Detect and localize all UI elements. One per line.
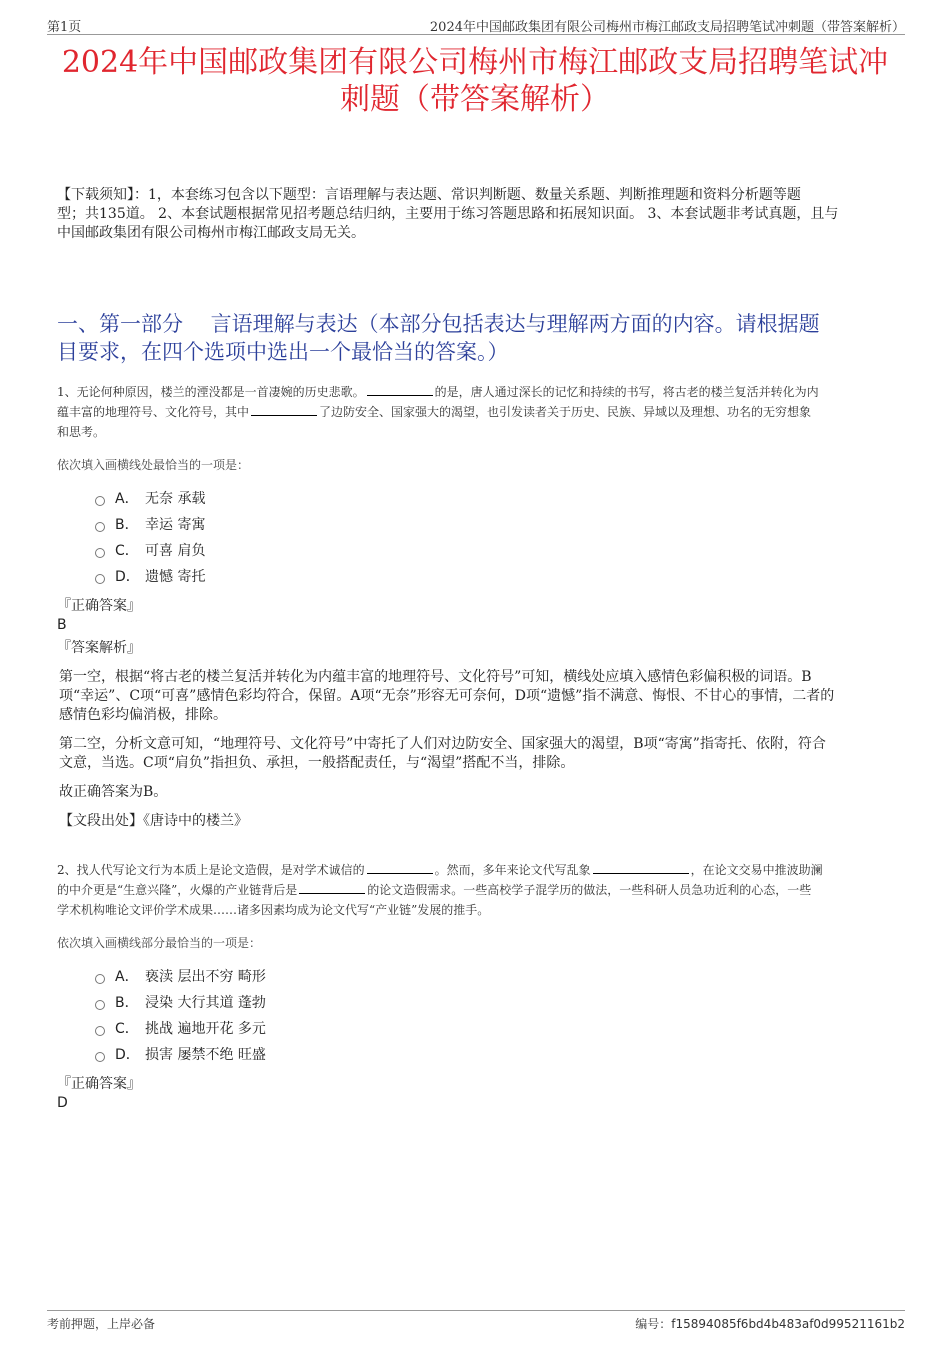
correct-answer: D: [57, 1095, 68, 1111]
stem-text: 蕴丰富的地理符号、文化符号，其中: [57, 405, 250, 419]
question-1: [57, 382, 897, 831]
radio-icon[interactable]: [95, 522, 105, 532]
analysis-label: 『答案解析』: [57, 640, 141, 656]
option-letter: C．: [115, 1021, 139, 1037]
section-heading: [57, 310, 897, 366]
radio-icon[interactable]: [95, 496, 105, 506]
document-code-value: f15894085f6bd4b483af0d99521161b2: [671, 1317, 905, 1331]
analysis-paragraph-1: [57, 668, 897, 725]
correct-answer-label: 『正确答案』: [57, 598, 141, 614]
analysis-line: 感情色彩均偏消极，排除。: [59, 707, 227, 723]
stem-text: ，在论文交易中推波助澜: [690, 863, 823, 877]
option-b[interactable]: [95, 512, 897, 538]
radio-icon[interactable]: [95, 974, 105, 984]
question-2-stem: [57, 860, 897, 920]
option-text: 遗憾 寄托: [145, 569, 206, 585]
question-1-options: [95, 486, 897, 590]
correct-answer-label: 『正确答案』: [57, 1076, 141, 1092]
analysis-conclusion: 故正确答案为B。: [59, 784, 168, 800]
option-letter: A．: [115, 491, 139, 507]
notice-line-3: 中国邮政集团有限公司梅州市梅江邮政支局无关。: [57, 225, 365, 241]
option-text: 亵渎 层出不穷 畸形: [145, 969, 266, 985]
question-2: [57, 860, 897, 1112]
option-letter: D．: [115, 1047, 140, 1063]
option-d[interactable]: [95, 1042, 897, 1068]
answer-blank: [251, 402, 317, 416]
stem-text: 的中介更是“生意兴隆”，火爆的产业链背后是: [57, 883, 298, 897]
analysis-line: 第二空，分析文意可知，“地理符号、文化符号”中寄托了人们对边防安全、国家强大的渴望，B项“寄寓”指寄托、依附，符合: [59, 736, 826, 752]
option-text: 可喜 肩负: [145, 543, 206, 559]
document-code-label: 编号：: [635, 1317, 672, 1331]
document-title-line-2: 刺题（带答案解析）: [340, 82, 610, 117]
option-letter: A．: [115, 969, 139, 985]
notice-line-2: 型；共135道。 2、本套试题根据常见招考题总结归纳，主要用于练习答题思路和拓展知识面。 3、本套试题非考试真题，且与: [57, 206, 839, 222]
stem-text: 1、无论何种原因，楼兰的湮没都是一首凄婉的历史悲歌。: [57, 385, 365, 399]
stem-text: 。然而，多年来论文代写乱象: [434, 863, 591, 877]
footer-slogan: 考前押题，上岸必备: [47, 1317, 156, 1331]
option-b[interactable]: [95, 990, 897, 1016]
option-c[interactable]: [95, 538, 897, 564]
radio-icon[interactable]: [95, 1026, 105, 1036]
option-c[interactable]: [95, 1016, 897, 1042]
analysis-line: 项“幸运”、C项“可喜”感情色彩均符合，保留。A项“无奈”形容无可奈何，D项“遗憾”指不满意、悔恨、不甘心的事情，二者的: [59, 688, 835, 704]
option-text: 幸运 寄寓: [145, 517, 206, 533]
header-doc-title: 2024年中国邮政集团有限公司梅州市梅江邮政支局招聘笔试冲刺题（带答案解析）: [429, 20, 905, 35]
notice-line-1: 【下载须知】：1，本套练习包含以下题型：言语理解与表达题、常识判断题、数量关系题、判断推理题和资料分析题等题: [57, 187, 801, 203]
answer-blank: [299, 880, 365, 894]
section-heading-line-2: 目要求，在四个选项中选出一个最恰当的答案。）: [57, 340, 509, 364]
answer-blank: [593, 860, 689, 874]
stem-text: 2、找人代写论文行为本质上是论文造假，是对学术诚信的: [57, 863, 365, 877]
question-2-prompt: 依次填入画横线部分最恰当的一项是：: [57, 936, 262, 950]
document-title-line-1: 2024年中国邮政集团有限公司梅州市梅江邮政支局招聘笔试冲: [61, 45, 889, 80]
correct-answer: B: [57, 617, 67, 633]
page-header: [47, 14, 905, 35]
analysis-paragraph-2: [57, 735, 897, 773]
radio-icon[interactable]: [95, 1052, 105, 1062]
option-d[interactable]: [95, 564, 897, 590]
section-heading-line-1: 一、第一部分 言语理解与表达（本部分包括表达与理解两方面的内容。请根据题: [57, 312, 820, 336]
option-text: 损害 屡禁不绝 旺盛: [145, 1047, 266, 1063]
answer-blank: [367, 860, 433, 874]
stem-text: 学术机构唯论文评价学术成果……诸多因素均成为论文代写“产业链”发展的推手。: [57, 903, 490, 917]
option-letter: D．: [115, 569, 140, 585]
radio-icon[interactable]: [95, 574, 105, 584]
question-1-stem: [57, 382, 897, 442]
document-title: [40, 44, 910, 118]
answer-blank: [367, 382, 433, 396]
option-a[interactable]: [95, 486, 897, 512]
option-letter: B．: [115, 995, 139, 1011]
option-a[interactable]: [95, 964, 897, 990]
radio-icon[interactable]: [95, 1000, 105, 1010]
analysis-line: 文意，当选。C项“肩负”指担负、承担，一般搭配责任，与“渴望”搭配不当，排除。: [59, 755, 575, 771]
stem-text: 和思考。: [57, 425, 106, 439]
passage-source: 【文段出处】《唐诗中的楼兰》: [59, 813, 248, 829]
option-letter: B．: [115, 517, 139, 533]
radio-icon[interactable]: [95, 548, 105, 558]
stem-text: 的论文造假需求。一些高校学子混学历的做法，一些科研人员急功近利的心态，一些: [367, 883, 812, 897]
option-text: 浸染 大行其道 蓬勃: [145, 995, 266, 1011]
stem-text: 的是，唐人通过深长的记忆和持续的书写，将古老的楼兰复活并转化为内: [434, 385, 819, 399]
page-number: 第1页: [47, 20, 82, 35]
stem-text: 了边防安全、国家强大的渴望，也引发读者关于历史、民族、异域以及理想、功名的无穷想象: [319, 405, 812, 419]
option-text: 挑战 遍地开花 多元: [145, 1021, 266, 1037]
analysis-line: 第一空，根据“将古老的楼兰复活并转化为内蕴丰富的地理符号、文化符号”可知，横线处应填入感情色彩偏积极的词语。B: [59, 669, 812, 685]
download-notice: [57, 186, 895, 243]
question-1-prompt: 依次填入画横线处最恰当的一项是：: [57, 458, 250, 472]
option-letter: C．: [115, 543, 139, 559]
question-2-options: [95, 964, 897, 1068]
page-footer: [47, 1310, 905, 1335]
document-code: [635, 1315, 905, 1332]
option-text: 无奈 承载: [145, 491, 206, 507]
